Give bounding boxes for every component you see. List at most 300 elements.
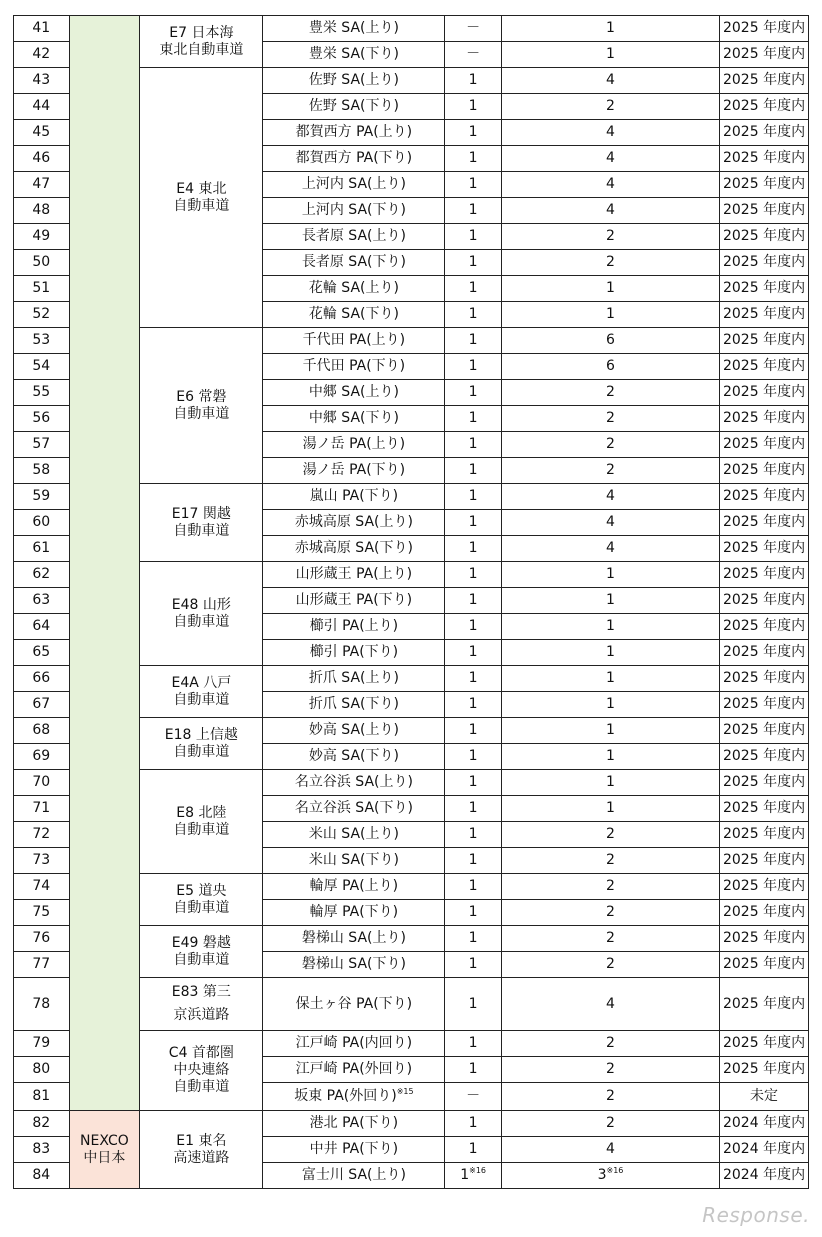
planned-count: 4 [606,514,615,530]
service-area-name: 櫛引 PA(上り) [309,618,399,634]
row-number: 78 [14,978,70,1031]
current-count: 1 [468,280,478,296]
planned-count: 4 [606,150,615,166]
planned-count: 1 [606,618,615,634]
target-year-cell: 2025 年度内 [720,510,809,536]
footnote-mark: ※15 [396,1087,414,1096]
current-count-cell [445,458,502,484]
target-year-cell: 2025 年度内 [720,250,809,276]
planned-count: 1 [606,566,615,582]
current-count: 1 [468,722,478,738]
planned-count: 2 [606,410,615,426]
current-count: 1 [468,488,478,504]
planned-count: 1 [606,592,615,608]
planned-count: 2 [606,1035,615,1051]
current-count: 1 [468,358,478,374]
current-count: － [466,46,481,62]
current-count: 1 [468,462,478,478]
target-year-cell: 2025 年度内 [720,848,809,874]
road-name-cell: E1 東名 高速道路 [140,1111,263,1189]
row-number: 52 [14,302,70,328]
planned-count-cell [501,666,719,692]
planned-count-cell [501,744,719,770]
service-area-cell [263,1137,445,1163]
current-count-cell [445,978,502,1031]
service-area-name: 豊栄 SA(下り) [308,46,399,62]
target-year-cell: 2025 年度内 [720,770,809,796]
road-name-cell: E18 上信越 自動車道 [140,718,263,770]
target-year-cell: 2025 年度内 [720,640,809,666]
target-year-cell: 2025 年度内 [720,900,809,926]
planned-count-cell [501,640,719,666]
current-count: 1 [468,592,478,608]
planned-count: 2 [606,1061,615,1077]
current-count: 1 [468,878,478,894]
row-number: 46 [14,146,70,172]
row-number: 75 [14,900,70,926]
current-count-cell [445,432,502,458]
target-year-cell: 2025 年度内 [720,796,809,822]
current-count: 1 [468,670,478,686]
row-number: 63 [14,588,70,614]
row-number: 54 [14,354,70,380]
planned-count-cell [501,484,719,510]
current-count-cell [445,640,502,666]
row-number: 50 [14,250,70,276]
current-count-cell [445,614,502,640]
planned-count: 4 [606,1141,615,1157]
target-year-cell: 2025 年度内 [720,172,809,198]
target-year-cell: 2025 年度内 [720,718,809,744]
service-area-name: 上河内 SA(上り) [301,176,406,192]
target-year-cell: 2025 年度内 [720,458,809,484]
planned-count: 1 [606,774,615,790]
planned-count-cell [501,302,719,328]
row-number: 81 [14,1083,70,1111]
planned-count: 6 [606,332,615,348]
road-name-cell: E49 磐越 自動車道 [140,926,263,978]
target-year-cell: 2025 年度内 [720,406,809,432]
planned-count-cell [501,406,719,432]
planned-count-cell [501,328,719,354]
service-area-name: 長者原 SA(上り) [301,228,406,244]
current-count: 1 [468,98,478,114]
service-area-cell [263,16,445,42]
current-count-cell [445,198,502,224]
current-count-cell [445,120,502,146]
current-count: 1 [468,800,478,816]
service-area-cell [263,536,445,562]
row-number: 53 [14,328,70,354]
service-area-cell [263,432,445,458]
planned-count-cell [501,952,719,978]
charging-station-table [13,15,809,1189]
target-year-cell: 2025 年度内 [720,94,809,120]
service-area-name: 江戸崎 PA(内回り) [295,1035,413,1051]
service-area-cell [263,276,445,302]
service-area-cell [263,224,445,250]
current-count: 1 [468,956,478,972]
service-area-cell [263,458,445,484]
current-count-cell [445,328,502,354]
current-count-cell [445,926,502,952]
row-number: 43 [14,68,70,94]
target-year-cell: 2025 年度内 [720,874,809,900]
planned-count-cell [501,354,719,380]
current-count-cell [445,146,502,172]
row-number: 68 [14,718,70,744]
row-number: 84 [14,1163,70,1189]
current-count: 1 [468,384,478,400]
target-year-cell: 2025 年度内 [720,302,809,328]
current-count-cell [445,588,502,614]
current-count-cell [445,1137,502,1163]
current-count-cell [445,406,502,432]
service-area-cell [263,692,445,718]
current-count: 1 [468,1115,478,1131]
planned-count: 2 [606,462,615,478]
row-number: 51 [14,276,70,302]
current-count-cell [445,848,502,874]
service-area-name: 嵐山 PA(下り) [309,488,399,504]
road-name-cell: E48 山形 自動車道 [140,562,263,666]
planned-count: 6 [606,358,615,374]
target-year-cell: 2025 年度内 [720,146,809,172]
planned-count: 2 [606,436,615,452]
service-area-cell [263,926,445,952]
planned-count-cell [501,900,719,926]
service-area-cell [263,172,445,198]
service-area-cell [263,848,445,874]
target-year-cell: 2025 年度内 [720,42,809,68]
service-area-name: 名立谷浜 SA(上り) [294,774,413,790]
row-number: 62 [14,562,70,588]
service-area-name: 湯ノ岳 PA(上り) [302,436,406,452]
service-area-cell [263,1163,445,1189]
service-area-name: 山形蔵王 PA(上り) [295,566,413,582]
row-number: 69 [14,744,70,770]
target-year-cell: 2024 年度内 [720,1163,809,1189]
service-area-name: 妙高 SA(上り) [308,722,399,738]
planned-count: 4 [606,72,615,88]
current-count: 1 [468,995,478,1012]
service-area-cell [263,510,445,536]
service-area-name: 千代田 PA(上り) [302,332,406,348]
planned-count-cell [501,16,719,42]
target-year-cell: 2025 年度内 [720,16,809,42]
current-count: 1 [468,566,478,582]
current-count: 1 [460,1167,470,1183]
target-year-cell: 2025 年度内 [720,328,809,354]
service-area-cell [263,718,445,744]
planned-count-cell [501,874,719,900]
current-count-cell [445,952,502,978]
planned-count: 2 [606,956,615,972]
planned-count-cell [501,42,719,68]
planned-count-cell [501,822,719,848]
planned-count: 2 [606,1115,615,1131]
current-count-cell [445,1111,502,1137]
planned-count: 2 [606,904,615,920]
current-count: 1 [468,930,478,946]
service-area-name: 豊栄 SA(上り) [308,20,399,36]
planned-count: 3 [597,1167,607,1183]
current-count-cell [445,1057,502,1083]
road-name-cell: E4 東北 自動車道 [140,68,263,328]
planned-count-cell [501,848,719,874]
row-number: 44 [14,94,70,120]
road-name-cell: C4 首都圏 中央連絡 自動車道 [140,1031,263,1111]
service-area-cell [263,250,445,276]
current-count: 1 [468,72,478,88]
current-count-cell [445,484,502,510]
current-count: 1 [468,202,478,218]
footnote-mark: ※16 [469,1166,486,1175]
company-cell-central: NEXCO 中日本 [69,1111,140,1189]
current-count: 1 [468,540,478,556]
current-count-cell [445,276,502,302]
service-area-name: 港北 PA(下り) [309,1115,399,1131]
current-count-cell [445,94,502,120]
current-count-cell [445,900,502,926]
service-area-name: 湯ノ岳 PA(下り) [302,462,406,478]
road-name-cell: E5 道央 自動車道 [140,874,263,926]
service-area-cell [263,302,445,328]
planned-count-cell [501,614,719,640]
service-area-cell [263,406,445,432]
current-count: 1 [468,514,478,530]
planned-count-cell [501,250,719,276]
row-number: 48 [14,198,70,224]
service-area-name: 保土ヶ谷 PA(下り) [295,995,413,1012]
service-area-name: 名立谷浜 SA(下り) [294,800,413,816]
planned-count-cell [501,692,719,718]
target-year-cell: 2025 年度内 [720,822,809,848]
row-number: 76 [14,926,70,952]
planned-count: 2 [606,930,615,946]
service-area-cell [263,874,445,900]
planned-count: 2 [606,254,615,270]
current-count-cell [445,250,502,276]
row-number: 49 [14,224,70,250]
row-number: 42 [14,42,70,68]
service-area-name: 中郷 SA(上り) [308,384,399,400]
service-area-cell [263,1057,445,1083]
service-area-cell [263,328,445,354]
road-name-cell: E17 関越 自動車道 [140,484,263,562]
planned-count-cell [501,562,719,588]
footnote-mark: ※16 [606,1166,624,1175]
watermark-logo: Response. [702,1203,810,1227]
planned-count-cell [501,718,719,744]
row-number: 71 [14,796,70,822]
service-area-name: 磐梯山 SA(上り) [301,930,406,946]
planned-count-cell [501,1057,719,1083]
current-count: 1 [468,904,478,920]
service-area-cell [263,1031,445,1057]
planned-count: 1 [606,280,615,296]
current-count: 1 [468,410,478,426]
row-number: 70 [14,770,70,796]
planned-count-cell [501,68,719,94]
service-area-cell [263,588,445,614]
service-area-name: 妙高 SA(下り) [308,748,399,764]
service-area-name: 花輪 SA(下り) [308,306,399,322]
planned-count-cell [501,94,719,120]
row-number: 64 [14,614,70,640]
planned-count: 1 [606,696,615,712]
service-area-cell [263,900,445,926]
current-count: 1 [468,826,478,842]
planned-count: 2 [606,228,615,244]
row-number: 61 [14,536,70,562]
planned-count: 1 [606,20,615,36]
planned-count: 1 [606,800,615,816]
target-year-cell: 2025 年度内 [720,744,809,770]
target-year-cell: 2024 年度内 [720,1111,809,1137]
planned-count-cell [501,172,719,198]
service-area-name: 輪厚 PA(下り) [309,904,399,920]
row-number: 60 [14,510,70,536]
planned-count: 4 [606,540,615,556]
service-area-cell [263,1083,445,1111]
service-area-name: 佐野 SA(上り) [308,72,399,88]
current-count-cell [445,42,502,68]
target-year-cell: 2025 年度内 [720,224,809,250]
service-area-cell [263,146,445,172]
current-count-cell [445,1031,502,1057]
service-area-name: 米山 SA(下り) [308,852,399,868]
row-number: 57 [14,432,70,458]
current-count: － [466,20,481,36]
planned-count-cell [501,146,719,172]
current-count-cell [445,536,502,562]
target-year-cell: 2025 年度内 [720,380,809,406]
service-area-cell [263,484,445,510]
planned-count: 2 [606,384,615,400]
service-area-cell [263,666,445,692]
target-year-cell: 2025 年度内 [720,354,809,380]
target-year-cell: 2025 年度内 [720,562,809,588]
current-count-cell [445,874,502,900]
row-number: 77 [14,952,70,978]
road-name-cell: E6 常磐 自動車道 [140,328,263,484]
service-area-cell [263,1111,445,1137]
planned-count: 2 [606,826,615,842]
planned-count: 1 [606,306,615,322]
service-area-cell [263,42,445,68]
service-area-cell [263,562,445,588]
target-year-cell: 2025 年度内 [720,276,809,302]
service-area-name: 千代田 PA(下り) [302,358,406,374]
row-number: 67 [14,692,70,718]
service-area-name: 山形蔵王 PA(下り) [295,592,413,608]
service-area-name: 都賀西方 PA(下り) [295,150,413,166]
current-count-cell [445,1083,502,1111]
service-area-name: 櫛引 PA(下り) [309,644,399,660]
target-year-cell: 2025 年度内 [720,1031,809,1057]
current-count-cell [445,822,502,848]
service-area-cell [263,354,445,380]
planned-count-cell [501,978,719,1031]
service-area-name: 都賀西方 PA(上り) [295,124,413,140]
planned-count-cell [501,510,719,536]
row-number: 45 [14,120,70,146]
target-year-cell: 2025 年度内 [720,978,809,1031]
planned-count: 2 [606,1088,615,1104]
current-count-cell [445,692,502,718]
row-number: 55 [14,380,70,406]
service-area-name: 折爪 SA(下り) [308,696,399,712]
service-area-cell [263,198,445,224]
current-count-cell [445,224,502,250]
planned-count: 1 [606,748,615,764]
service-area-cell [263,978,445,1031]
service-area-name: 磐梯山 SA(下り) [301,956,406,972]
current-count: 1 [468,150,478,166]
service-area-cell [263,952,445,978]
target-year-cell: 2025 年度内 [720,120,809,146]
planned-count: 1 [606,670,615,686]
planned-count-cell [501,120,719,146]
planned-count: 2 [606,98,615,114]
current-count: 1 [468,748,478,764]
current-count-cell [445,354,502,380]
current-count-cell [445,1163,502,1189]
row-number: 47 [14,172,70,198]
planned-count-cell [501,198,719,224]
target-year-cell: 2025 年度内 [720,692,809,718]
current-count: 1 [468,254,478,270]
current-count-cell [445,770,502,796]
target-year-cell: 2025 年度内 [720,1057,809,1083]
current-count: 1 [468,852,478,868]
row-number: 80 [14,1057,70,1083]
table-body [14,16,809,1189]
target-year-cell: 2025 年度内 [720,926,809,952]
planned-count: 1 [606,722,615,738]
planned-count-cell [501,276,719,302]
current-count: 1 [468,228,478,244]
service-area-name: 折爪 SA(上り) [308,670,399,686]
row-number: 59 [14,484,70,510]
company-cell-east [69,16,140,1111]
target-year-cell: 2025 年度内 [720,198,809,224]
current-count: 1 [468,696,478,712]
road-name-cell: E4A 八戸 自動車道 [140,666,263,718]
current-count-cell [445,16,502,42]
current-count: 1 [468,436,478,452]
planned-count: 4 [606,202,615,218]
service-area-cell [263,120,445,146]
service-area-name: 赤城高原 SA(上り) [294,514,413,530]
planned-count-cell [501,536,719,562]
planned-count-cell [501,926,719,952]
planned-count: 4 [606,124,615,140]
planned-count-cell [501,224,719,250]
planned-count-cell [501,1031,719,1057]
road-name-cell: E83 第三 京浜道路 [140,978,263,1031]
service-area-name: 長者原 SA(下り) [301,254,406,270]
service-area-cell [263,770,445,796]
planned-count-cell [501,770,719,796]
row-number: 79 [14,1031,70,1057]
service-area-name: 米山 SA(上り) [308,826,399,842]
current-count-cell [445,666,502,692]
service-area-name: 花輪 SA(上り) [308,280,399,296]
row-number: 58 [14,458,70,484]
service-area-cell [263,94,445,120]
